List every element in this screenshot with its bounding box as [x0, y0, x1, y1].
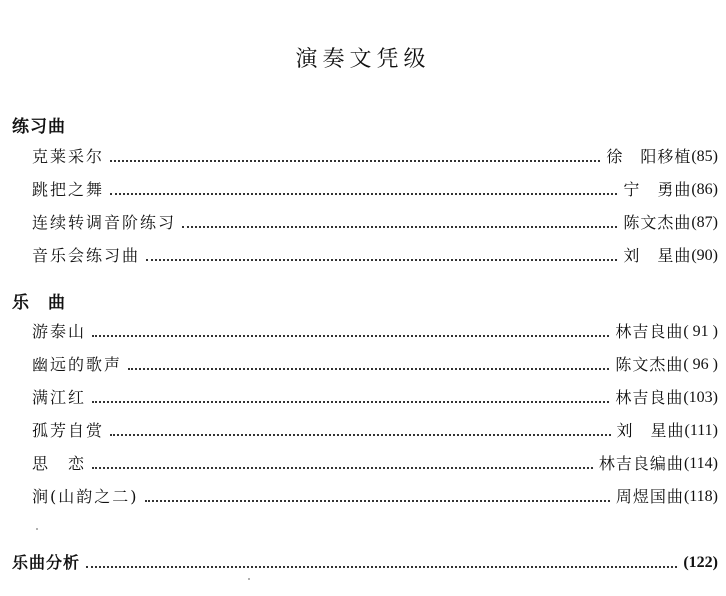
toc-entry[interactable] — [32, 144, 718, 168]
toc-entry[interactable] — [32, 177, 718, 201]
dot-leader — [128, 368, 609, 370]
entry-title: 涧(山韵之二) — [32, 487, 139, 506]
toc-entry[interactable] — [32, 319, 718, 343]
section-heading-pieces: 乐 曲 — [12, 293, 66, 313]
dot-leader — [92, 401, 609, 403]
entry-page-number: ( 91 ) — [683, 323, 718, 340]
entry-credit: 宁 勇曲 — [623, 180, 692, 199]
toc-entry[interactable] — [32, 418, 718, 442]
toc-entry[interactable] — [32, 484, 718, 508]
print-speck — [36, 528, 38, 530]
entry-title: 游泰山 — [32, 322, 87, 341]
dot-leader — [182, 226, 617, 228]
entry-title: 乐曲分析 — [12, 553, 81, 572]
dot-leader — [146, 259, 617, 261]
page-title: 演奏文凭级 — [295, 47, 431, 72]
toc-entry-analysis[interactable] — [12, 550, 718, 574]
entry-credit: 周煜国曲 — [615, 487, 684, 506]
entry-credit: 陈文杰曲 — [615, 355, 684, 374]
entry-credit: 刘 星曲 — [616, 421, 685, 440]
toc-entry[interactable] — [32, 385, 718, 409]
toc-entry[interactable] — [32, 243, 718, 267]
entry-page-number: ( 96 ) — [683, 356, 718, 373]
dot-leader — [145, 500, 610, 502]
entry-page-number: (86) — [691, 181, 718, 198]
entry-title: 满江红 — [32, 388, 87, 407]
entry-page-number: (87) — [691, 214, 718, 231]
entry-page-number: (122) — [683, 554, 718, 571]
entry-title: 孤芳自赏 — [32, 421, 105, 440]
entry-title: 思 恋 — [32, 454, 87, 473]
entry-page-number: (90) — [691, 247, 718, 264]
toc-entry[interactable] — [32, 352, 718, 376]
section-heading-etudes: 练习曲 — [12, 117, 66, 137]
entry-page-number: (111) — [684, 422, 718, 439]
entry-title: 音乐会练习曲 — [32, 246, 141, 265]
entry-credit: 徐 阳移植 — [606, 147, 692, 166]
entry-page-number: (85) — [691, 148, 718, 165]
entry-page-number: (103) — [683, 389, 718, 406]
entry-title: 幽远的歌声 — [32, 355, 123, 374]
toc-entry[interactable] — [32, 451, 718, 475]
entry-page-number: (114) — [683, 455, 718, 472]
print-speck — [248, 578, 250, 580]
entry-title: 跳把之舞 — [32, 180, 105, 199]
entry-page-number: (118) — [683, 488, 718, 505]
entry-credit: 林吉良编曲 — [598, 454, 684, 473]
entry-title: 克莱采尔 — [32, 147, 105, 166]
dot-leader — [110, 434, 611, 436]
entry-credit: 陈文杰曲 — [623, 213, 692, 232]
dot-leader — [86, 566, 677, 568]
dot-leader — [110, 193, 617, 195]
toc-entry[interactable] — [32, 210, 718, 234]
dot-leader — [92, 467, 593, 469]
dot-leader — [110, 160, 600, 162]
entry-title: 连续转调音阶练习 — [32, 213, 177, 232]
dot-leader — [92, 335, 609, 337]
entry-credit: 刘 星曲 — [623, 246, 692, 265]
entry-credit: 林吉良曲 — [615, 388, 684, 407]
entry-credit: 林吉良曲 — [615, 322, 684, 341]
